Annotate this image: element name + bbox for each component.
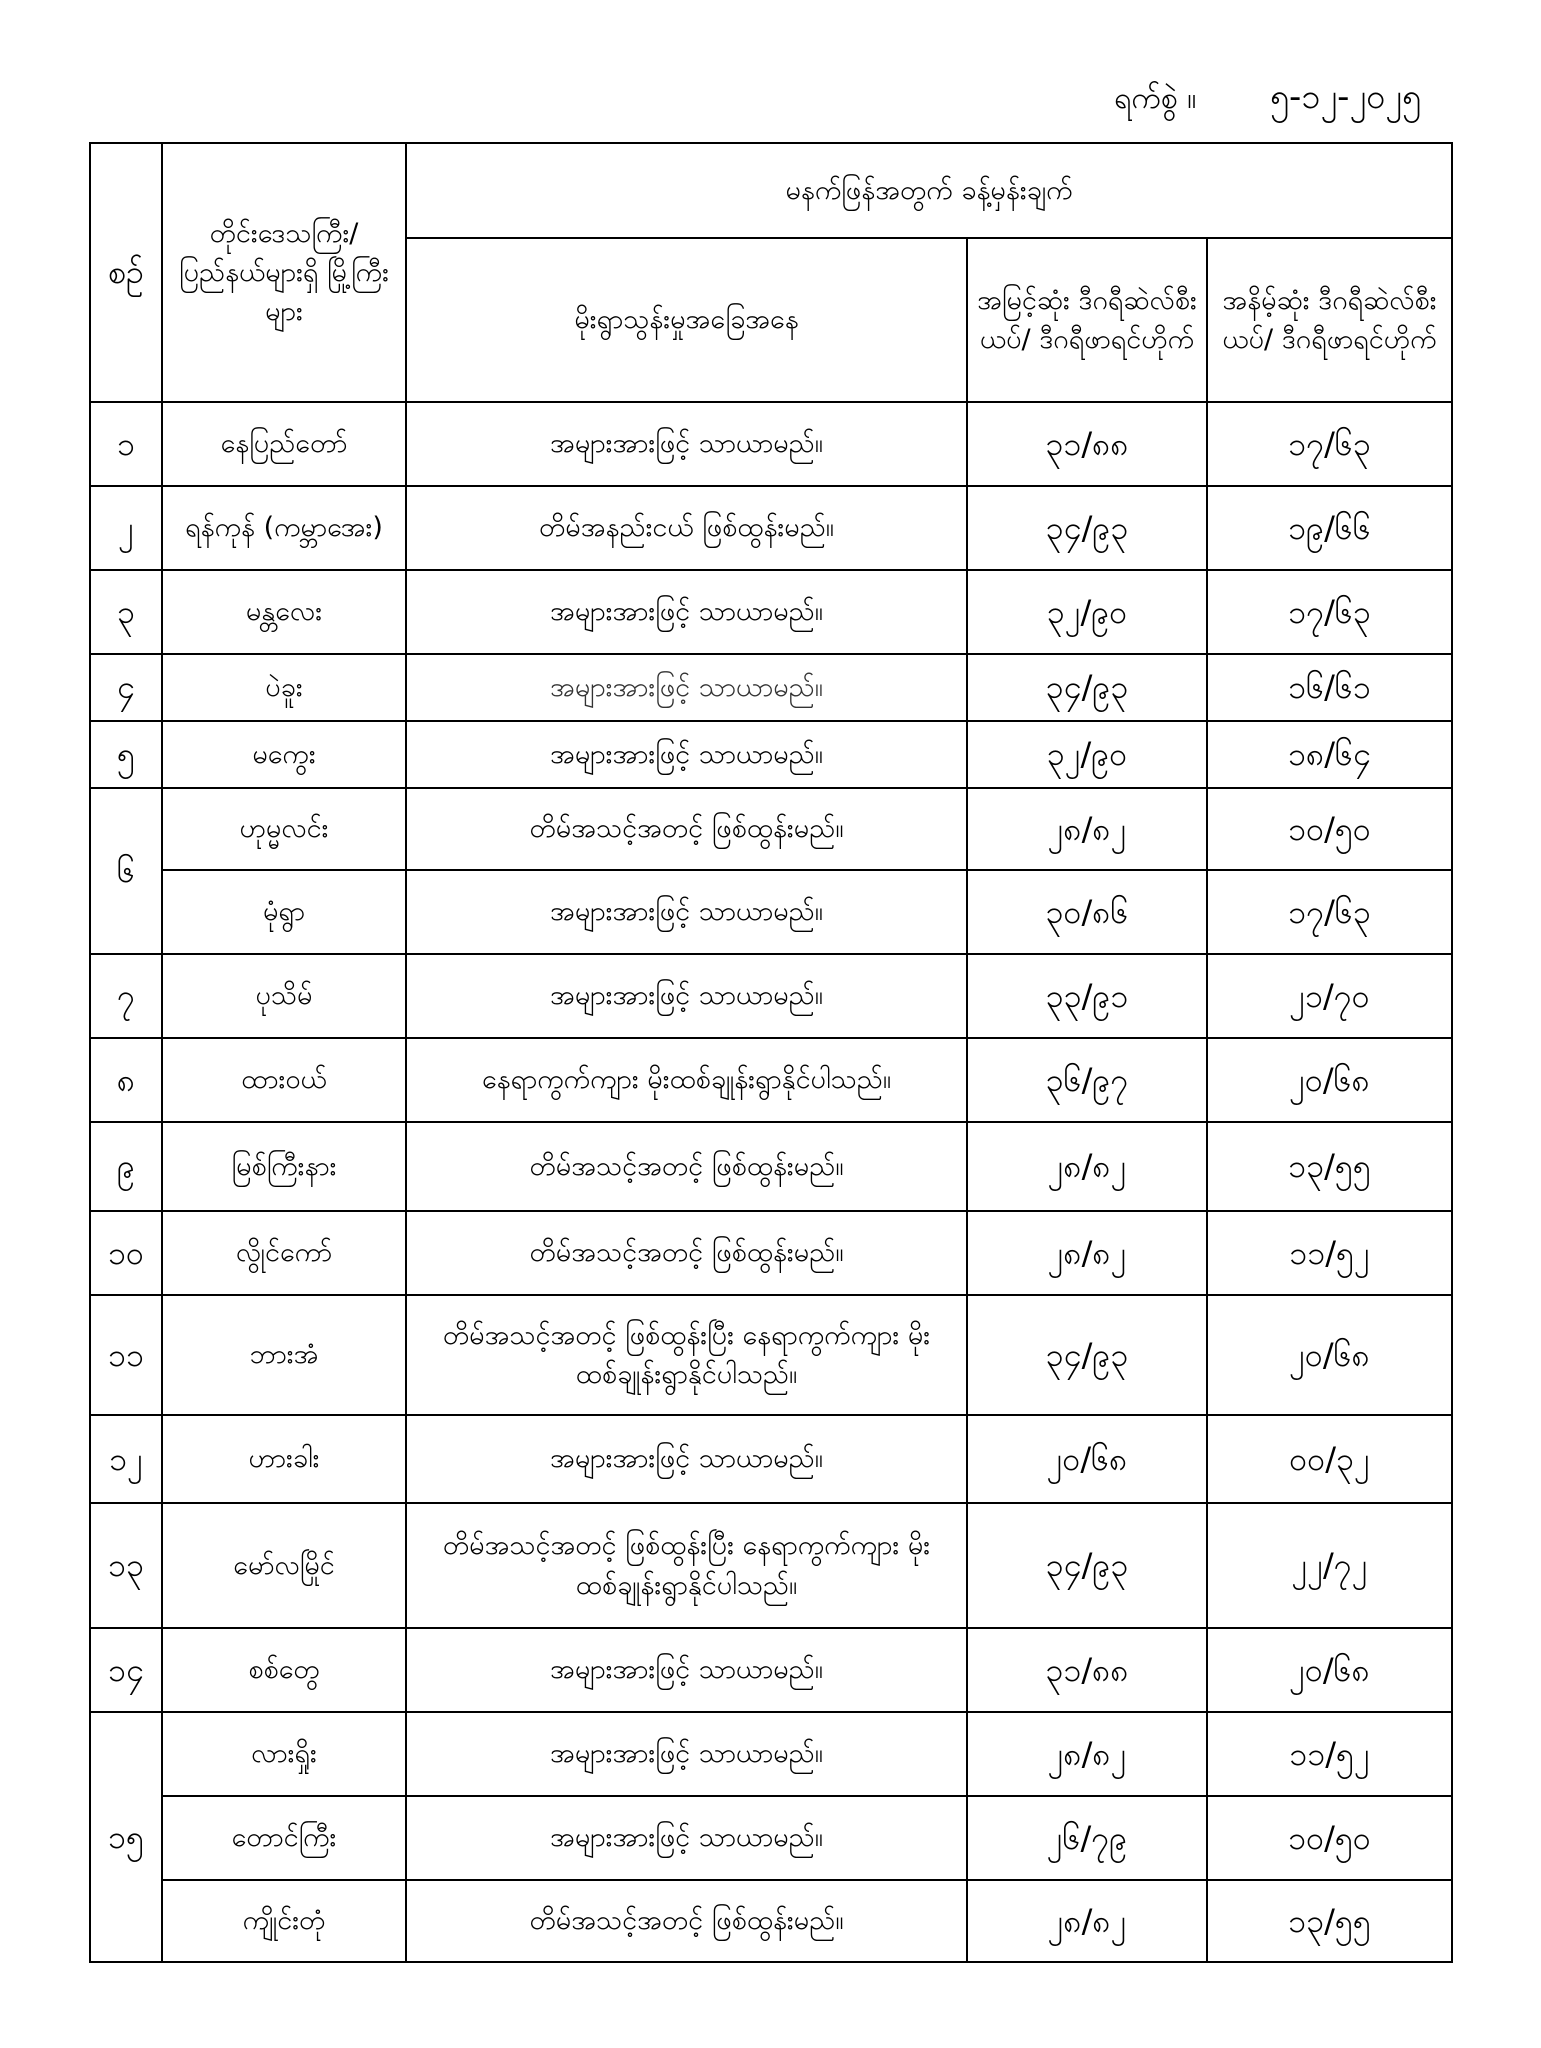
table-row	[90, 954, 1452, 1038]
city-cell: ပုသိမ်	[162, 954, 406, 1038]
city-cell: မြစ်ကြီးနား	[162, 1122, 406, 1211]
condition-cell: အများအားဖြင့် သာယာမည်။	[406, 654, 967, 721]
max-temp-cell: ၂၈/၈၂	[967, 1880, 1207, 1962]
condition-cell: တိမ်အသင့်အတင့် ဖြစ်ထွန်းပြီး နေရာကွက်ကျား မိုးထစ်ချုန်းရွာနိုင်ပါသည်။	[406, 1295, 967, 1415]
condition-cell: အများအားဖြင့် သာယာမည်။	[406, 870, 967, 954]
serial-cell: ၁၂	[90, 1415, 162, 1503]
table-row	[90, 486, 1452, 570]
max-temp-cell: ၃၄/၉၃	[967, 486, 1207, 570]
condition-cell: တိမ်အသင့်အတင့် ဖြစ်ထွန်းပြီး နေရာကွက်ကျား မိုးထစ်ချုန်းရွာနိုင်ပါသည်။	[406, 1503, 967, 1628]
min-temp-cell: ၁၉/၆၆	[1207, 486, 1452, 570]
min-temp-cell: ၁၇/၆၃	[1207, 870, 1452, 954]
header-serial: စဉ်	[90, 143, 162, 402]
serial-cell: ၈	[90, 1038, 162, 1122]
condition-cell: တိမ်အသင့်အတင့် ဖြစ်ထွန်းမည်။	[406, 1122, 967, 1211]
max-temp-cell: ၂၈/၈၂	[967, 1211, 1207, 1295]
max-temp-cell: ၃၄/၉၃	[967, 654, 1207, 721]
city-cell: ဟားခါး	[162, 1415, 406, 1503]
min-temp-cell: ၁၀/၅၀	[1207, 1796, 1452, 1880]
city-cell: နေပြည်တော်	[162, 402, 406, 486]
serial-cell: ၉	[90, 1122, 162, 1211]
serial-cell: ၆	[90, 788, 162, 954]
condition-cell: အများအားဖြင့် သာယာမည်။	[406, 954, 967, 1038]
table-row	[90, 402, 1452, 486]
min-temp-cell: ၁၁/၅၂	[1207, 1712, 1452, 1796]
max-temp-cell: ၃၄/၉၃	[967, 1503, 1207, 1628]
max-temp-cell: ၂၆/၇၉	[967, 1796, 1207, 1880]
city-cell: တောင်ကြီး	[162, 1796, 406, 1880]
max-temp-cell: ၃၄/၉၃	[967, 1295, 1207, 1415]
serial-cell: ၅	[90, 721, 162, 788]
min-temp-cell: ၁၀/၅၀	[1207, 788, 1452, 870]
max-temp-cell: ၂၈/၈၂	[967, 1122, 1207, 1211]
table-row	[90, 654, 1452, 721]
city-cell: ကျိုင်းတုံ	[162, 1880, 406, 1962]
city-cell: လွိုင်ကော်	[162, 1211, 406, 1295]
table-row	[90, 1038, 1452, 1122]
serial-cell: ၁၄	[90, 1628, 162, 1712]
condition-cell: အများအားဖြင့် သာယာမည်။	[406, 1796, 967, 1880]
condition-cell: တိမ်အသင့်အတင့် ဖြစ်ထွန်းမည်။	[406, 1880, 967, 1962]
table-header	[90, 143, 1452, 402]
date-label: ရက်စွဲ ။	[1114, 81, 1197, 116]
city-cell: မုံရွာ	[162, 870, 406, 954]
min-temp-cell: ၁၁/၅၂	[1207, 1211, 1452, 1295]
city-cell: စစ်တွေ	[162, 1628, 406, 1712]
min-temp-cell: ၀၀/၃၂	[1207, 1415, 1452, 1503]
min-temp-cell: ၂၀/၆၈	[1207, 1295, 1452, 1415]
min-temp-cell: ၂၀/၆၈	[1207, 1628, 1452, 1712]
min-temp-cell: ၂၀/၆၈	[1207, 1038, 1452, 1122]
max-temp-cell: ၂၀/၆၈	[967, 1415, 1207, 1503]
city-cell: ဟုမ္မလင်း	[162, 788, 406, 870]
min-temp-cell: ၁၇/၆၃	[1207, 570, 1452, 654]
min-temp-cell: ၁၃/၅၅	[1207, 1122, 1452, 1211]
serial-cell: ၂	[90, 486, 162, 570]
condition-cell: အများအားဖြင့် သာယာမည်။	[406, 721, 967, 788]
table-row	[90, 1415, 1452, 1503]
min-temp-cell: ၂၂/၇၂	[1207, 1503, 1452, 1628]
condition-cell: အများအားဖြင့် သာယာမည်။	[406, 570, 967, 654]
max-temp-cell: ၃၁/၈၈	[967, 402, 1207, 486]
table-row	[90, 788, 1452, 870]
table-row	[90, 1880, 1452, 1962]
city-cell: မော်လမြိုင်	[162, 1503, 406, 1628]
table-row	[90, 721, 1452, 788]
min-temp-cell: ၁၇/၆၃	[1207, 402, 1452, 486]
condition-cell: နေရာကွက်ကျား မိုးထစ်ချုန်းရွာနိုင်ပါသည်။	[406, 1038, 967, 1122]
table-row	[90, 570, 1452, 654]
serial-cell: ၁၀	[90, 1211, 162, 1295]
date-line	[1114, 74, 1421, 125]
max-temp-cell: ၂၈/၈၂	[967, 788, 1207, 870]
max-temp-cell: ၃၁/၈၈	[967, 1628, 1207, 1712]
max-temp-cell: ၃၂/၉၀	[967, 570, 1207, 654]
condition-cell: တိမ်အသင့်အတင့် ဖြစ်ထွန်းမည်။	[406, 1211, 967, 1295]
max-temp-cell: ၃၀/၈၆	[967, 870, 1207, 954]
header-min-temp: အနိမ့်ဆုံး ဒီဂရီဆဲလ်စီးယပ်/ ဒီဂရီဖာရင်ဟိုက်	[1207, 238, 1452, 402]
serial-cell: ၁၅	[90, 1712, 162, 1962]
header-condition: မိုးရွာသွန်းမှုအခြေအနေ	[406, 238, 967, 402]
min-temp-cell: ၁၆/၆၁	[1207, 654, 1452, 721]
header-forecast-group: မနက်ဖြန်အတွက် ခန့်မှန်းချက်	[406, 143, 1452, 238]
serial-cell: ၁	[90, 402, 162, 486]
table-row	[90, 1628, 1452, 1712]
serial-cell: ၃	[90, 570, 162, 654]
min-temp-cell: ၁၃/၅၅	[1207, 1880, 1452, 1962]
serial-cell: ၇	[90, 954, 162, 1038]
table-row	[90, 1211, 1452, 1295]
condition-cell: အများအားဖြင့် သာယာမည်။	[406, 1628, 967, 1712]
condition-cell: တိမ်အသင့်အတင့် ဖြစ်ထွန်းမည်။	[406, 788, 967, 870]
max-temp-cell: ၃၃/၉၁	[967, 954, 1207, 1038]
serial-cell: ၁၁	[90, 1295, 162, 1415]
condition-cell: အများအားဖြင့် သာယာမည်။	[406, 402, 967, 486]
min-temp-cell: ၂၁/၇၀	[1207, 954, 1452, 1038]
forecast-table	[89, 142, 1453, 1963]
table-row	[90, 870, 1452, 954]
city-cell: ဘားအံ	[162, 1295, 406, 1415]
max-temp-cell: ၃၆/၉၇	[967, 1038, 1207, 1122]
table-row	[90, 1122, 1452, 1211]
header-city: တိုင်းဒေသကြီး/ ပြည်နယ်များရှိ မြို့ကြီးများ	[162, 143, 406, 402]
city-cell: မကွေး	[162, 721, 406, 788]
max-temp-cell: ၃၂/၉၀	[967, 721, 1207, 788]
city-cell: လားရှိုး	[162, 1712, 406, 1796]
serial-cell: ၄	[90, 654, 162, 721]
city-cell: မန္တလေး	[162, 570, 406, 654]
table-row	[90, 1503, 1452, 1628]
city-cell: ထားဝယ်	[162, 1038, 406, 1122]
city-cell: ရန်ကုန် (ကမ္ဘာအေး)	[162, 486, 406, 570]
max-temp-cell: ၂၈/၈၂	[967, 1712, 1207, 1796]
condition-cell: တိမ်အနည်းငယ် ဖြစ်ထွန်းမည်။	[406, 486, 967, 570]
table-row	[90, 1295, 1452, 1415]
condition-cell: အများအားဖြင့် သာယာမည်။	[406, 1712, 967, 1796]
header-max-temp: အမြင့်ဆုံး ဒီဂရီဆဲလ်စီးယပ်/ ဒီဂရီဖာရင်ဟိုက်	[967, 238, 1207, 402]
min-temp-cell: ၁၈/၆၄	[1207, 721, 1452, 788]
serial-cell: ၁၃	[90, 1503, 162, 1628]
condition-cell: အများအားဖြင့် သာယာမည်။	[406, 1415, 967, 1503]
date-value: ၅-၁၂-၂၀၂၅	[1269, 77, 1421, 117]
table-row	[90, 1712, 1452, 1796]
table-row	[90, 1796, 1452, 1880]
city-cell: ပဲခူး	[162, 654, 406, 721]
